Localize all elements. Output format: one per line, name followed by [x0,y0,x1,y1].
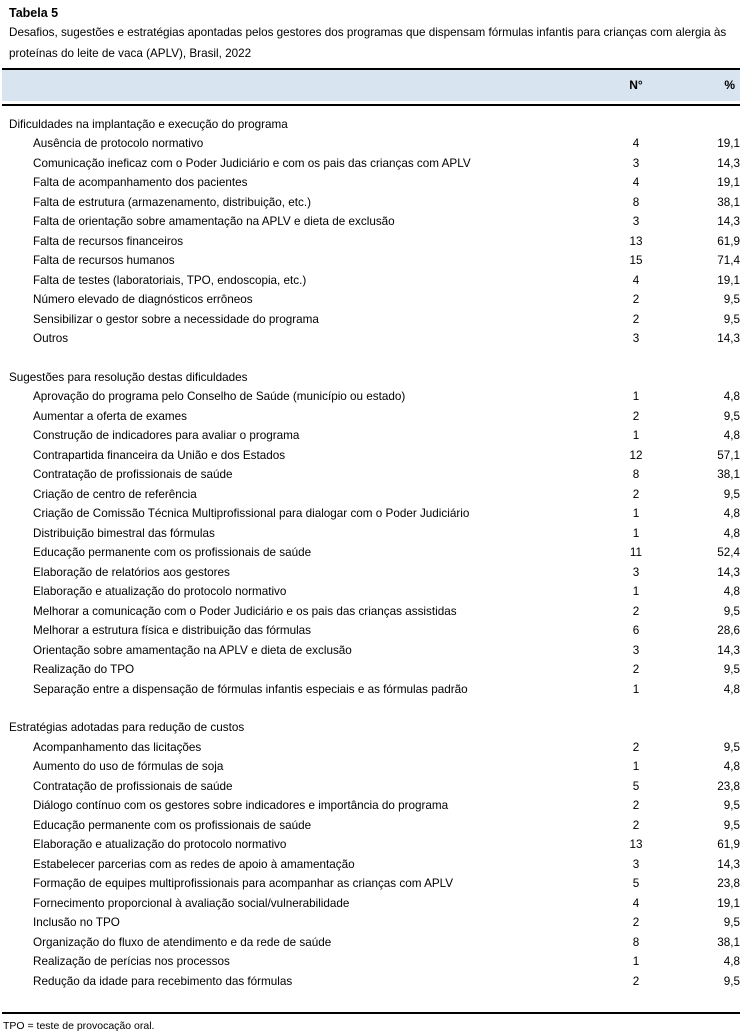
cell-n: 12 [629,448,643,462]
table-row [2,816,740,836]
cell-n: 13 [629,234,643,248]
table-row [2,173,740,193]
cell-n: 2 [632,293,640,307]
cell-pct: 14,3 [717,565,740,579]
cell-pct: 28,6 [717,624,740,638]
row-label: Realização de perícias nos processos [33,955,230,969]
row-label: Aprovação do programa pelo Conselho de Saúde (município ou estado) [33,390,406,404]
cell-pct: 14,3 [717,857,740,871]
cell-n: 2 [632,487,640,501]
table-row [2,621,740,641]
table-row [2,582,740,602]
table-section [2,718,740,991]
row-label: Outros [33,332,69,346]
cell-n: 6 [632,624,640,638]
cell-pct: 9,5 [723,663,740,677]
row-label: Orientação sobre amamentação na APLV e dieta de exclusão [33,643,352,657]
cell-n: 2 [632,604,640,618]
cell-pct: 14,3 [717,156,740,170]
table-header [2,68,740,106]
row-label: Falta de recursos humanos [33,254,175,268]
table-row [2,212,740,232]
cell-pct: 23,8 [717,779,740,793]
table-row [2,290,740,310]
cell-pct: 9,5 [723,409,740,423]
cell-pct: 4,8 [723,507,740,521]
table-row [2,796,740,816]
cell-n: 1 [632,955,640,969]
table-row [2,933,740,953]
cell-n: 4 [632,896,640,910]
row-label: Elaboração de relatórios aos gestores [33,565,230,579]
cell-pct: 57,1 [717,448,740,462]
row-label: Número elevado de diagnósticos errôneos [33,293,253,307]
cell-n: 1 [632,507,640,521]
section-header-row [2,115,740,135]
row-label: Aumento do uso de fórmulas de soja [33,760,224,774]
cell-n: 8 [632,468,640,482]
cell-n: 2 [632,740,640,754]
table-row [2,134,740,154]
row-label: Redução da idade para recebimento das fórmulas [33,974,293,988]
cell-pct: 9,5 [723,293,740,307]
cell-n: 1 [632,585,640,599]
cell-n: 3 [632,857,640,871]
cell-pct: 4,8 [723,526,740,540]
cell-pct: 38,1 [717,195,740,209]
cell-pct: 9,5 [723,799,740,813]
table-row [2,154,740,174]
cell-pct: 38,1 [717,468,740,482]
cell-pct: 71,4 [717,254,740,268]
row-label: Falta de estrutura (armazenamento, distribuição, etc.) [33,195,312,209]
row-label: Comunicação ineficaz com o Poder Judiciário e com os pais das crianças com APLV [33,156,471,170]
cell-n: 15 [629,254,643,268]
cell-pct: 52,4 [717,546,740,560]
row-label: Acompanhamento das licitações [33,740,202,754]
table-footnote: TPO = teste de provocação oral. [3,1019,155,1032]
column-header-n: N° [629,78,643,92]
cell-pct: 61,9 [717,234,740,248]
cell-pct: 61,9 [717,838,740,852]
table-row [2,952,740,972]
cell-n: 11 [629,546,643,560]
cell-n: 5 [632,877,640,891]
table-row [2,193,740,213]
cell-pct: 14,3 [717,643,740,657]
section-title: Estratégias adotadas para redução de custos [9,721,245,735]
cell-n: 3 [632,156,640,170]
table-row [2,913,740,933]
table-row [2,485,740,505]
row-label: Criação de centro de referência [33,487,197,501]
table-row [2,894,740,914]
cell-n: 4 [632,176,640,190]
cell-pct: 4,8 [723,429,740,443]
table-row [2,232,740,252]
cell-pct: 38,1 [717,935,740,949]
row-label: Melhorar a estrutura física e distribuição das fórmulas [33,624,312,638]
cell-n: 3 [632,565,640,579]
table-row [2,446,740,466]
cell-pct: 4,8 [723,955,740,969]
header-band [2,70,740,101]
cell-pct: 9,5 [723,974,740,988]
table-row [2,310,740,330]
table-row [2,972,740,992]
cell-n: 2 [632,974,640,988]
row-label: Sensibilizar o gestor sobre a necessidade do programa [33,312,319,326]
cell-n: 13 [629,838,643,852]
table-row [2,465,740,485]
section-title: Sugestões para resolução destas dificuldades [9,370,248,384]
cell-n: 4 [632,273,640,287]
row-label: Contratação de profissionais de saúde [33,468,233,482]
cell-n: 2 [632,916,640,930]
cell-pct: 4,8 [723,585,740,599]
cell-n: 8 [632,935,640,949]
cell-pct: 9,5 [723,487,740,501]
table-row [2,329,740,349]
cell-n: 1 [632,526,640,540]
cell-n: 1 [632,429,640,443]
section-title: Dificuldades na implantação e execução do programa [9,117,288,131]
cell-n: 2 [632,409,640,423]
table-row [2,387,740,407]
cell-pct: 14,3 [717,215,740,229]
table-caption: Desafios, sugestões e estratégias apontadas pelos gestores dos programas que dispensam fórmulas infantis para crianças com alergia às proteínas do leite de vaca (APLV), Brasil, 2022 [9,26,727,60]
cell-n: 2 [632,799,640,813]
table-row [2,251,740,271]
row-label: Criação de Comissão Técnica Multiprofissional para dialogar com o Poder Judiciário [33,507,470,521]
table-row [2,738,740,758]
row-label: Melhorar a comunicação com o Poder Judiciário e os pais das crianças assistidas [33,604,457,618]
row-label: Organização do fluxo de atendimento e da rede de saúde [33,935,332,949]
row-label: Falta de recursos financeiros [33,234,184,248]
table-row [2,426,740,446]
cell-n: 3 [632,332,640,346]
cell-n: 3 [632,643,640,657]
row-label: Diálogo contínuo com os gestores sobre indicadores e importância do programa [33,799,449,813]
cell-pct: 19,1 [717,273,740,287]
cell-n: 1 [632,390,640,404]
cell-pct: 19,1 [717,176,740,190]
row-label: Aumentar a oferta de exames [33,409,187,423]
row-label: Contrapartida financeira da União e dos Estados [33,448,286,462]
cell-pct: 9,5 [723,604,740,618]
section-header-row [2,718,740,738]
cell-n: 1 [632,760,640,774]
table-body [2,106,740,992]
table-row [2,660,740,680]
table-section [2,115,740,349]
table-label: Tabela 5 [9,6,59,20]
row-label: Realização do TPO [33,663,135,677]
table-row [2,407,740,427]
row-label: Separação entre a dispensação de fórmulas infantis especiais e as fórmulas padrão [33,682,468,696]
cell-pct: 4,8 [723,760,740,774]
cell-n: 5 [632,779,640,793]
table-row [2,855,740,875]
section-header-row [2,368,740,388]
cell-n: 2 [632,312,640,326]
row-label: Fornecimento proporcional à avaliação social/vulnerabilidade [33,896,350,910]
table-row [2,602,740,622]
table-row [2,524,740,544]
row-label: Falta de testes (laboratoriais, TPO, endoscopia, etc.) [33,273,307,287]
table-row [2,563,740,583]
row-label: Falta de acompanhamento dos pacientes [33,176,248,190]
table-row [2,641,740,661]
cell-n: 3 [632,215,640,229]
table-row [2,757,740,777]
row-label: Elaboração e atualização do protocolo normativo [33,838,287,852]
cell-pct: 9,5 [723,818,740,832]
cell-pct: 9,5 [723,916,740,930]
row-label: Elaboração e atualização do protocolo normativo [33,585,287,599]
cell-n: 8 [632,195,640,209]
cell-n: 2 [632,818,640,832]
cell-pct: 9,5 [723,312,740,326]
table-row [2,777,740,797]
row-label: Distribuição bimestral das fórmulas [33,526,215,540]
row-label: Falta de orientação sobre amamentação na APLV e dieta de exclusão [33,215,395,229]
row-label: Construção de indicadores para avaliar o programa [33,429,300,443]
table-row [2,271,740,291]
table-row [2,874,740,894]
cell-pct: 23,8 [717,877,740,891]
cell-pct: 4,8 [723,390,740,404]
row-label: Inclusão no TPO [33,916,120,930]
table-row [2,504,740,524]
table-row [2,543,740,563]
row-label: Ausência de protocolo normativo [33,137,204,151]
cell-pct: 4,8 [723,682,740,696]
cell-pct: 19,1 [717,896,740,910]
column-header-pct: % [724,78,735,92]
table-row [2,835,740,855]
row-label: Contratação de profissionais de saúde [33,779,233,793]
cell-pct: 14,3 [717,332,740,346]
row-label: Estabelecer parcerias com as redes de apoio à amamentação [33,857,355,871]
row-label: Educação permanente com os profissionais de saúde [33,546,312,560]
cell-n: 4 [632,137,640,151]
cell-pct: 19,1 [717,137,740,151]
row-label: Educação permanente com os profissionais de saúde [33,818,312,832]
table-row [2,680,740,700]
cell-pct: 9,5 [723,740,740,754]
cell-n: 1 [632,682,640,696]
cell-n: 2 [632,663,640,677]
row-label: Formação de equipes multiprofissionais para acompanhar as crianças com APLV [33,877,454,891]
table-section [2,368,740,700]
